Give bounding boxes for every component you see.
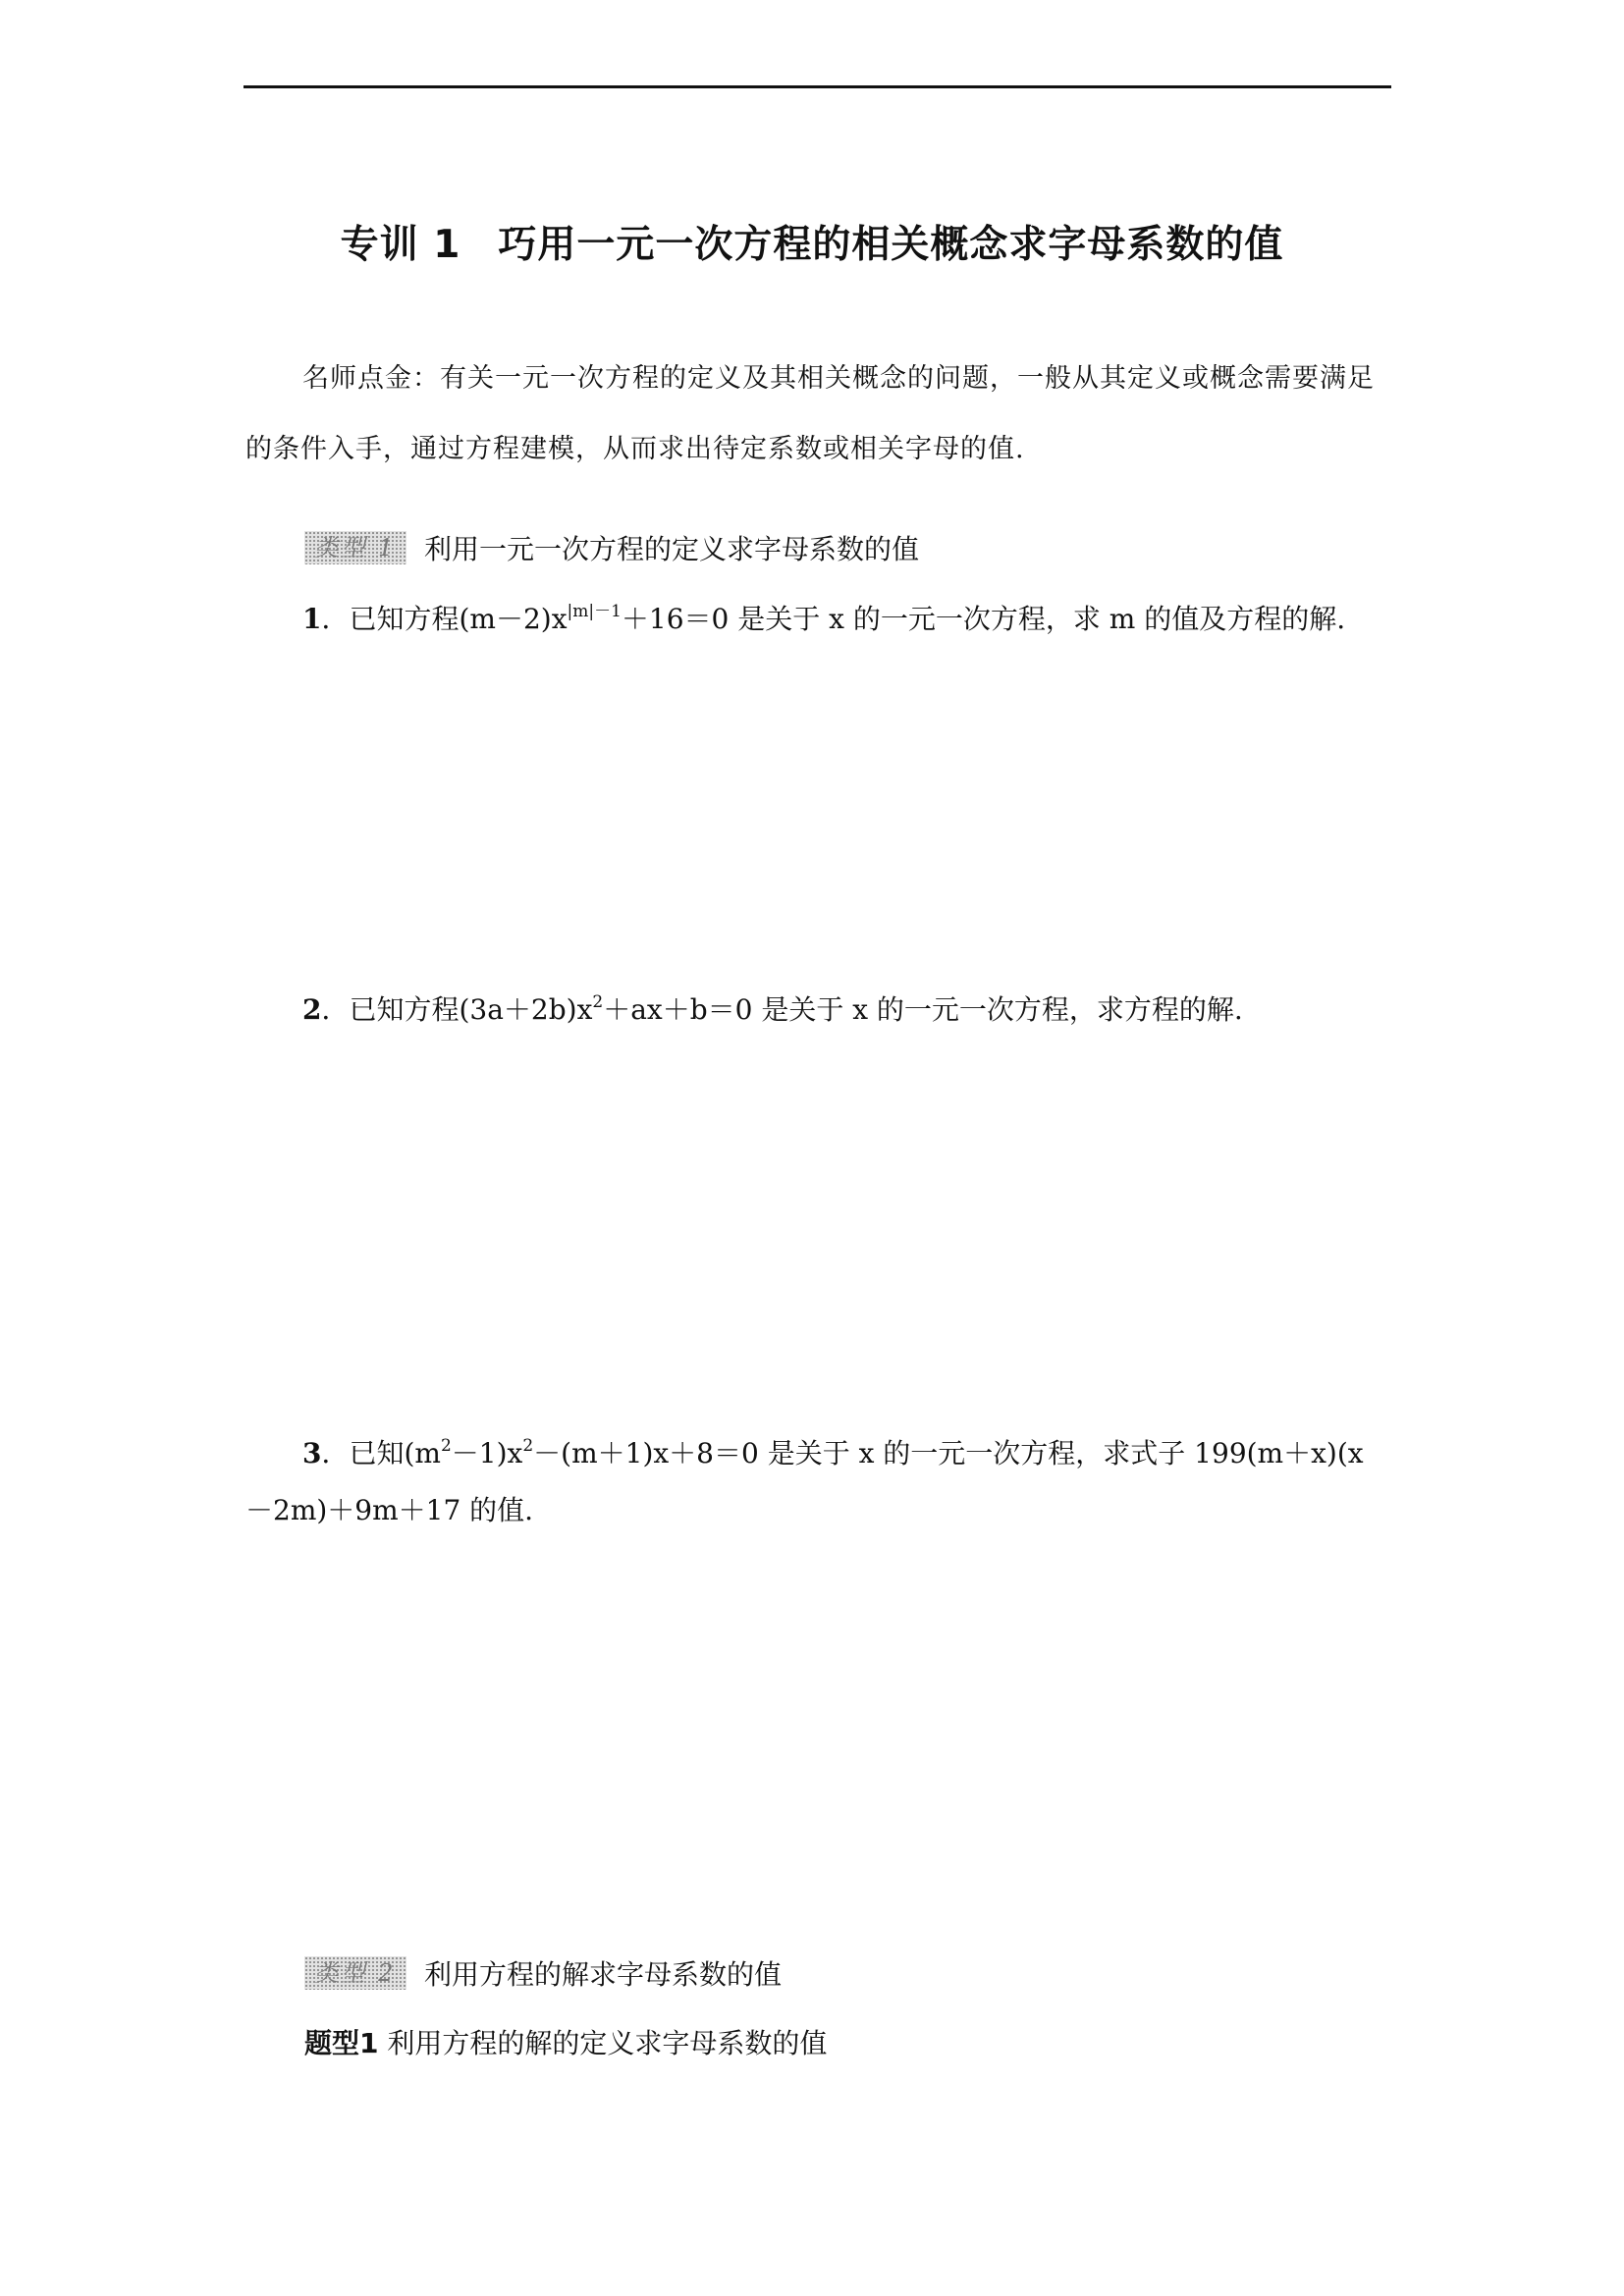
problem-1-text-b: ＋16＝0 是关于 x 的一元一次方程，求 m 的值及方程的解. bbox=[621, 603, 1346, 635]
problem-3-number: 3 bbox=[302, 1437, 322, 1469]
type-1-badge: 类型 1 bbox=[304, 531, 406, 564]
problem-3-text-a: ．已知(m bbox=[321, 1437, 441, 1469]
problem-2 bbox=[245, 982, 1390, 1039]
title-number: 专训 1 bbox=[340, 223, 461, 267]
problem-2-exponent: 2 bbox=[592, 991, 604, 1012]
problem-3 bbox=[245, 1425, 1390, 1539]
problem-1-text-a: ．已知方程(m－2)x bbox=[321, 603, 568, 635]
problem-3-text-b: －1)x bbox=[451, 1437, 523, 1469]
subtype-1-text: 利用方程的解的定义求字母系数的值 bbox=[387, 2027, 828, 2059]
problem-1 bbox=[245, 591, 1390, 648]
problem-3-exponent-2: 2 bbox=[522, 1435, 534, 1456]
problem-1-number: 1 bbox=[302, 603, 322, 635]
intro-paragraph: 名师点金：有关一元一次方程的定义及其相关概念的问题，一般从其定义或概念需要满足的条件入手，通过方程建模，从而求出待定系数或相关字母的值. bbox=[245, 363, 1375, 464]
problem-3-text-c: －(m＋1)x＋8＝0 是关于 x 的一元一次方程，求式子 199(m＋x)(x－2m)＋9m＋17 的值. bbox=[245, 1437, 1364, 1526]
page-title bbox=[0, 214, 1624, 269]
type-1-label: 利用一元一次方程的定义求字母系数的值 bbox=[424, 533, 920, 565]
header-rule bbox=[244, 85, 1391, 88]
type-2-badge: 类型 2 bbox=[304, 1956, 406, 1990]
problem-1-exponent: |m|－1 bbox=[567, 601, 622, 621]
subtype-1-heading bbox=[304, 2022, 827, 2061]
problem-2-text-a: ．已知方程(3a＋2b)x bbox=[321, 993, 593, 1026]
type-1-heading bbox=[304, 528, 919, 567]
problem-2-text-b: ＋ax＋b＝0 是关于 x 的一元一次方程，求方程的解. bbox=[603, 993, 1243, 1026]
title-text: 巧用一元一次方程的相关概念求字母系数的值 bbox=[498, 223, 1284, 267]
problem-2-number: 2 bbox=[302, 993, 322, 1026]
type-2-label: 利用方程的解求字母系数的值 bbox=[424, 1958, 783, 1991]
subtype-1-label: 题型1 bbox=[304, 2027, 379, 2059]
type-2-heading bbox=[304, 1953, 782, 1993]
problem-3-exponent-1: 2 bbox=[440, 1435, 452, 1456]
